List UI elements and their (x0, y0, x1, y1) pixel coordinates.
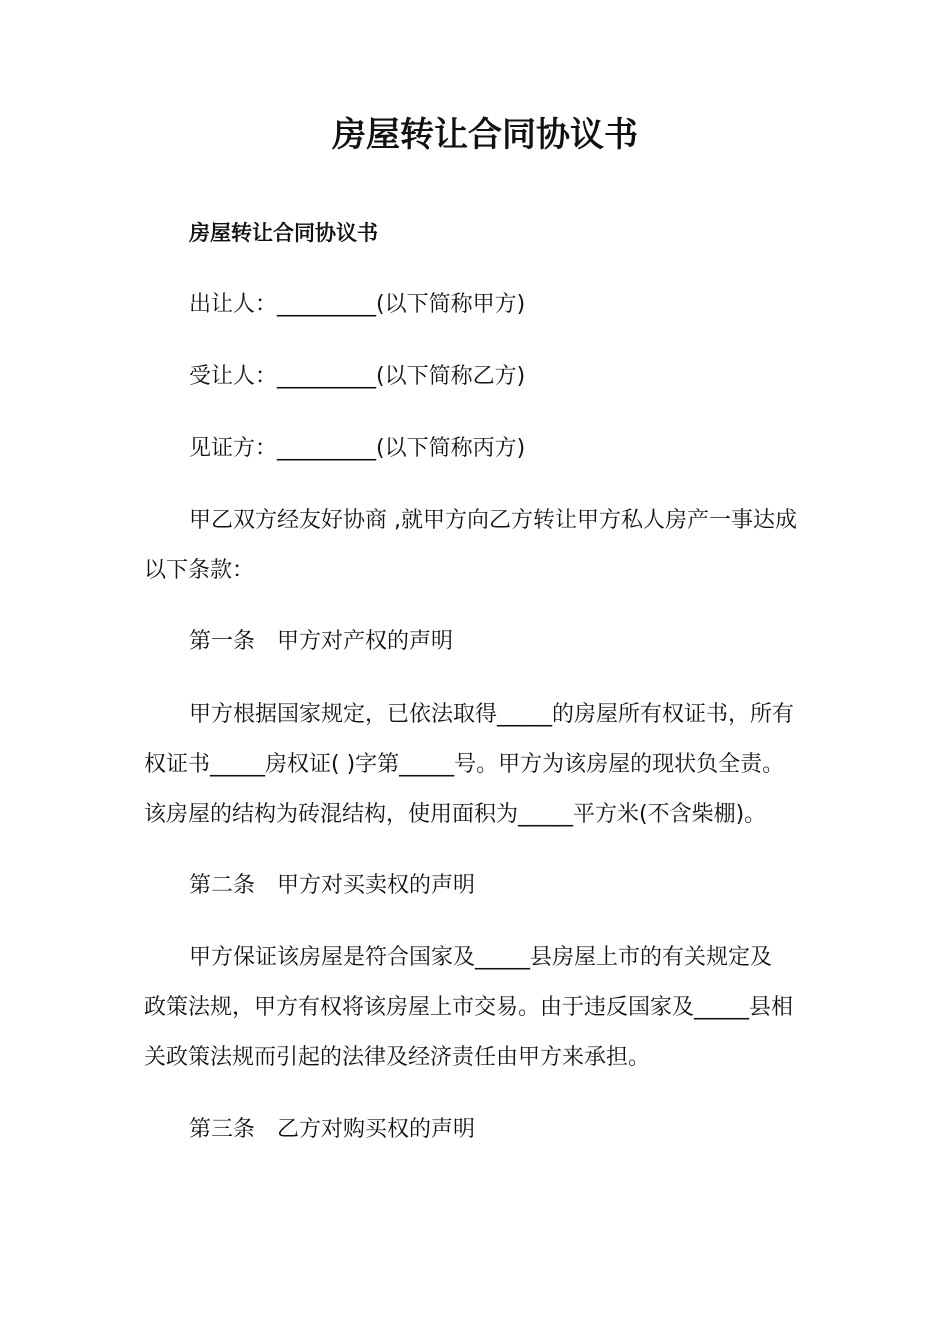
article-2-heading: 第二条 甲方对买卖权的声明 (189, 873, 476, 898)
article-2-line-3: 关政策法规而引起的法律及经济责任由甲方来承担。 (144, 1045, 651, 1070)
document-subtitle: 房屋转让合同协议书 (189, 221, 378, 245)
party-transferee: 受让人：_________(以下简称乙方) (189, 364, 526, 389)
article-1-line-2: 权证书_____房权证( )字第_____号。甲方为该房屋的现状负全责。 (144, 752, 785, 777)
article-1-heading: 第一条 甲方对产权的声明 (189, 629, 454, 654)
party-witness: 见证方：_________(以下简称丙方) (189, 436, 526, 461)
article-2-line-2: 政策法规，甲方有权将该房屋上市交易。由于违反国家及_____县相 (144, 995, 794, 1020)
document-title: 房屋转让合同协议书 (332, 115, 638, 155)
article-1-line-1: 甲方根据国家规定，已依法取得_____的房屋所有权证书，所有 (189, 702, 795, 727)
intro-line-2: 以下条款： (144, 558, 255, 583)
article-3-heading: 第三条 乙方对购买权的声明 (189, 1117, 476, 1142)
article-2-line-1: 甲方保证该房屋是符合国家及_____县房屋上市的有关规定及 (189, 945, 773, 970)
intro-line-1: 甲乙双方经友好协商 ,就甲方向乙方转让甲方私人房产一事达成 (189, 508, 797, 533)
article-1-line-3: 该房屋的结构为砖混结构，使用面积为_____平方米(不含柴棚)。 (144, 802, 767, 827)
party-transferor: 出让人：_________(以下简称甲方) (189, 292, 526, 317)
